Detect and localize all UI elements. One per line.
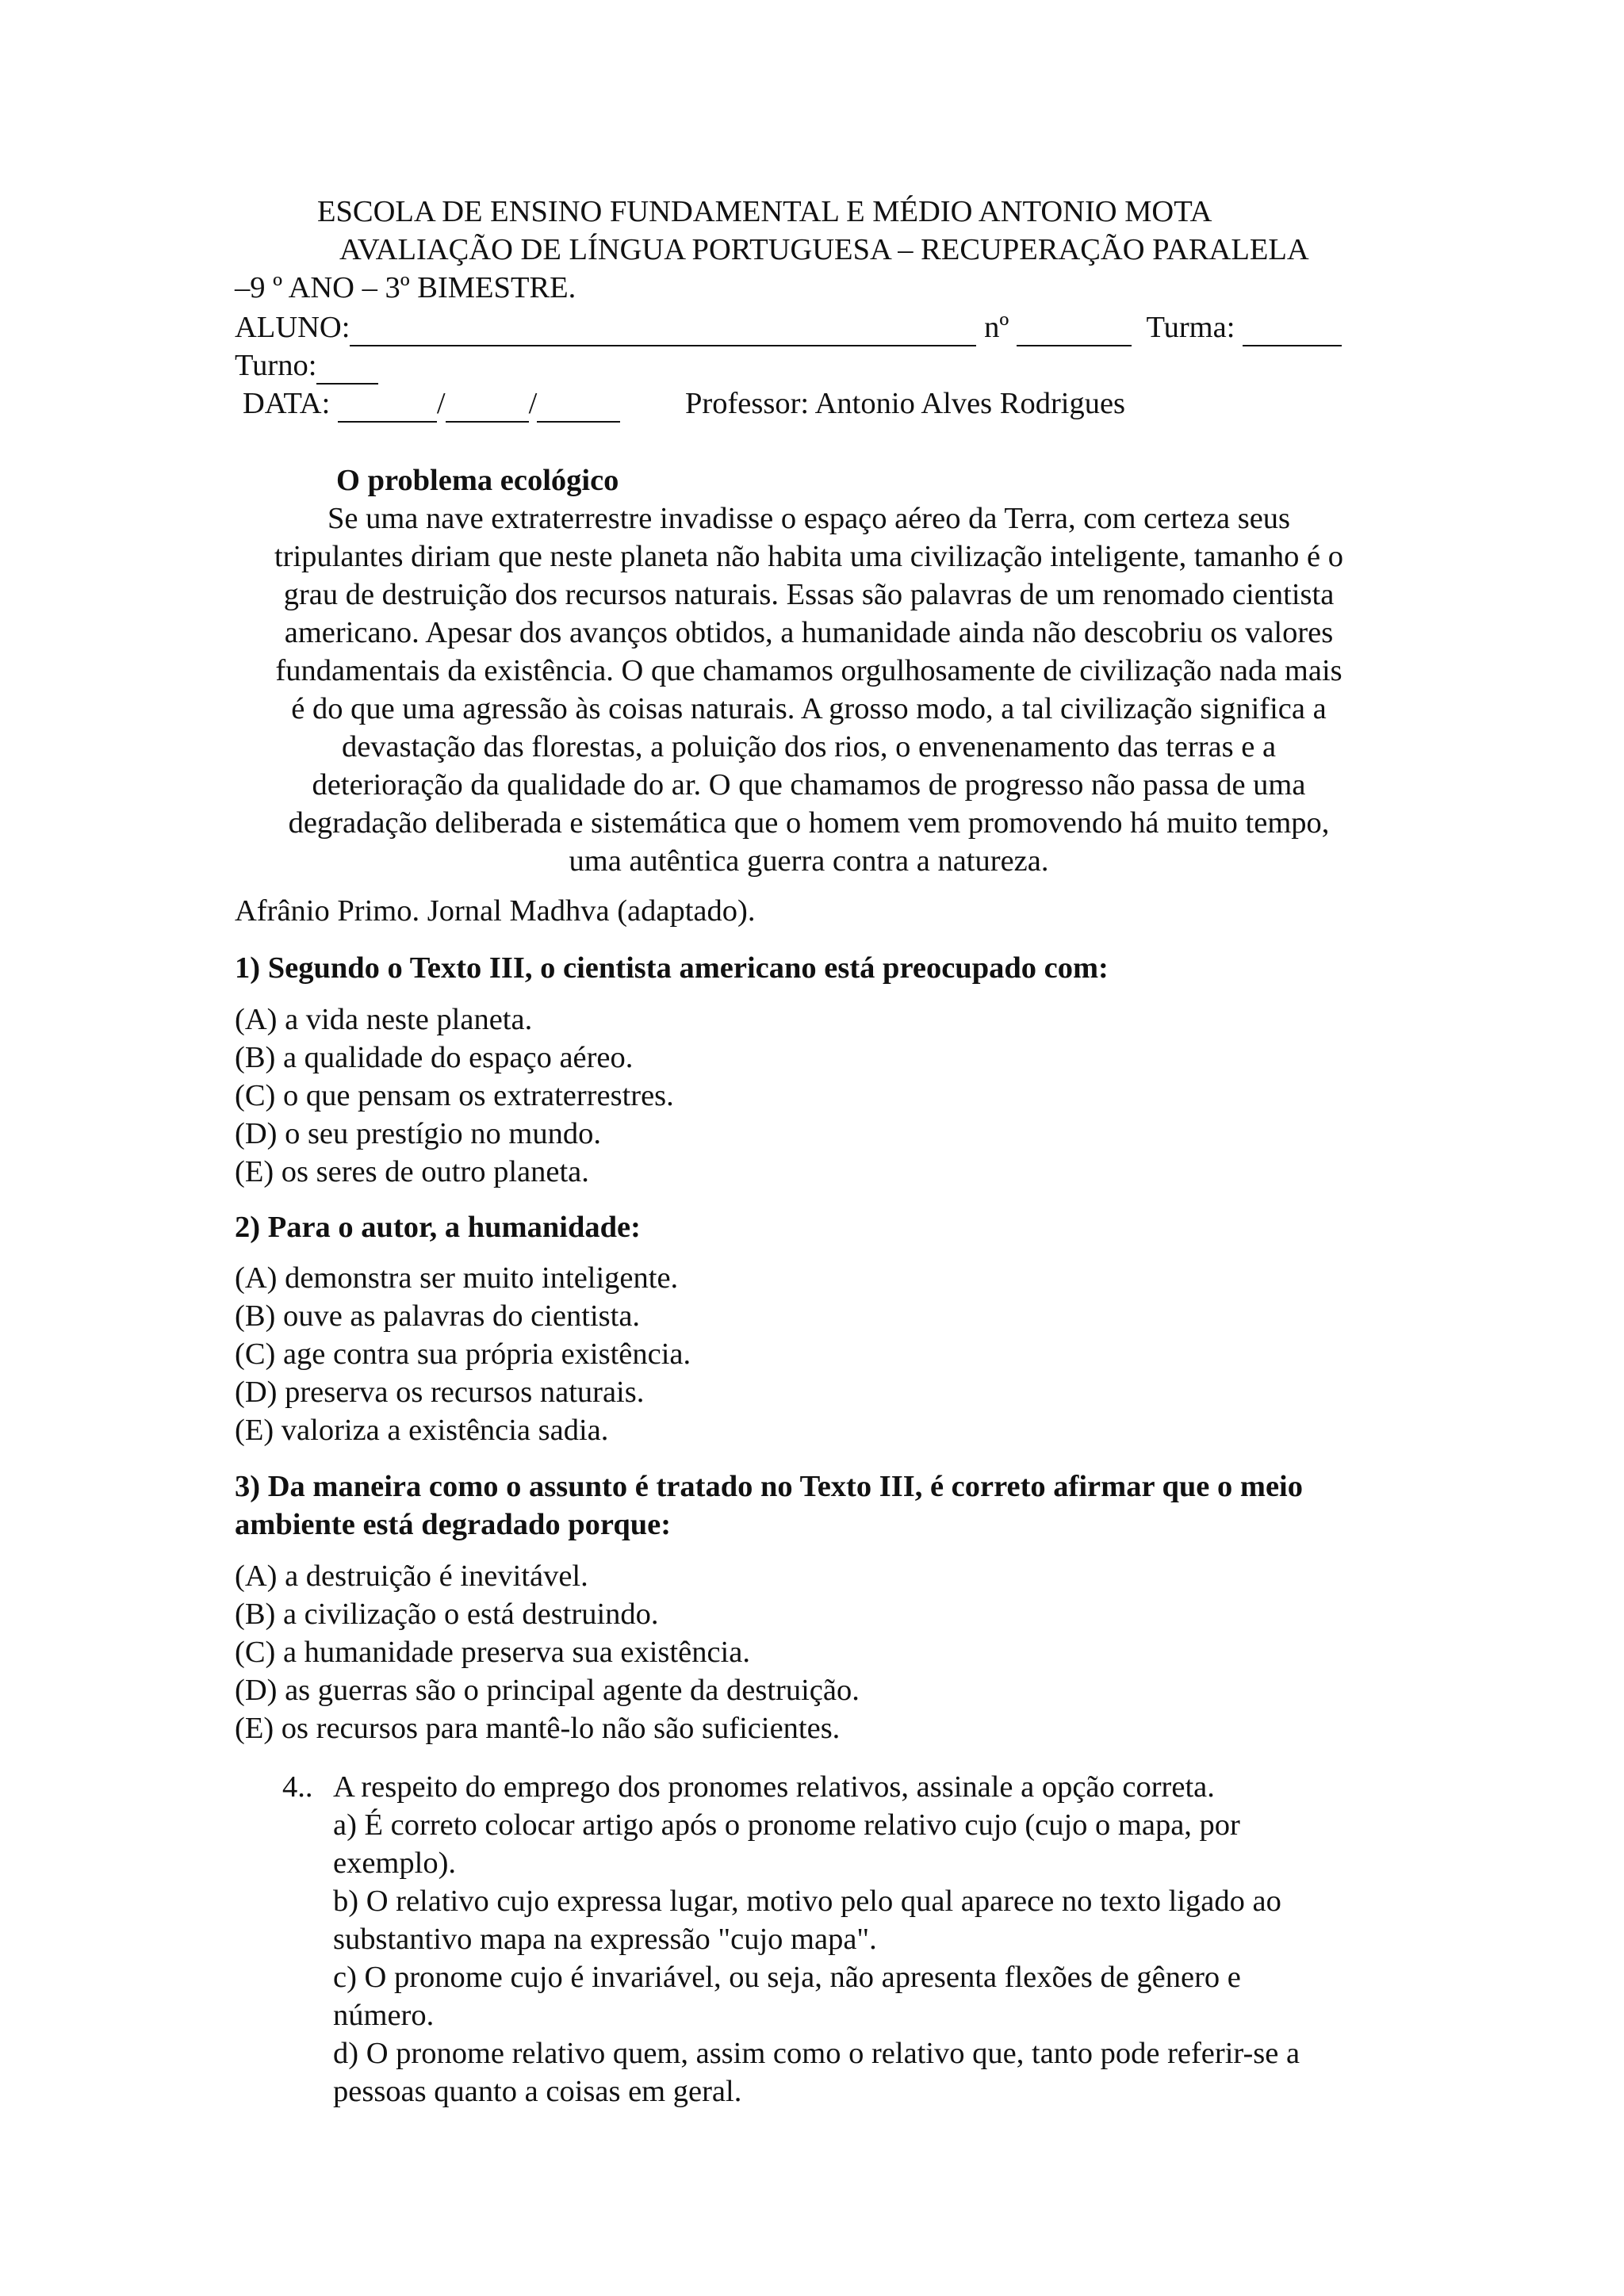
question-1-options	[235, 1001, 674, 1191]
exam-title-line1: AVALIAÇÃO DE LÍNGUA PORTUGUESA – RECUPERAÇÃO PARALELA	[339, 233, 1309, 266]
question-2-options	[235, 1259, 691, 1449]
text-line: Se uma nave extraterrestre invadisse o espaço aéreo da Terra, com certeza seus	[327, 502, 1291, 535]
date-label: DATA:	[243, 387, 331, 420]
text-line: fundamentais da existência. O que chamamos orgulhosamente de civilização nada mais	[275, 654, 1342, 687]
question-1-option-d[interactable]: (D) o seu prestígio no mundo.	[235, 1117, 601, 1150]
question-3-option-d[interactable]: (D) as guerras são o principal agente da destruição.	[235, 1674, 860, 1707]
date-separator: /	[528, 387, 538, 420]
question-4-option-b[interactable]: b) O relativo cujo expressa lugar, motivo pelo qual aparece no texto ligado ao	[333, 1885, 1281, 1918]
question-2-option-b[interactable]: (B) ouve as palavras do cientista.	[235, 1299, 641, 1333]
question-3-option-a[interactable]: (A) a destruição é inevitável.	[235, 1559, 588, 1593]
text-line: deterioração da qualidade do ar. O que chamamos de progresso não passa de uma	[312, 768, 1306, 802]
question-4-option-a[interactable]: a) É correto colocar artigo após o pronome relativo cujo (cujo o mapa, por	[333, 1808, 1240, 1842]
question-3-option-e[interactable]: (E) os recursos para mantê-lo não são suficientes.	[235, 1712, 841, 1745]
student-name-blank[interactable]	[350, 313, 976, 346]
text-line: devastação das florestas, a poluição dos rios, o envenenamento das terras e a	[341, 730, 1277, 763]
text-line: é do que uma agressão às coisas naturais. A grosso modo, a tal civilização significa a	[291, 692, 1327, 725]
question-4-option-d[interactable]: d) O pronome relativo quem, assim como o relativo que, tanto pode referir-se a	[333, 2037, 1300, 2070]
student-label: ALUNO:	[235, 311, 350, 344]
date-separator: /	[436, 387, 446, 420]
question-1-option-c[interactable]: (C) o que pensam os extraterrestres.	[235, 1079, 674, 1112]
question-3-prompt-line2: ambiente está degradado porque:	[235, 1508, 672, 1541]
question-1-prompt: 1) Segundo o Texto III, o cientista americano está preocupado com:	[235, 951, 1109, 985]
date-month-blank[interactable]	[446, 389, 529, 423]
question-4-option-a-cont[interactable]: exemplo).	[333, 1846, 457, 1880]
question-3-option-c[interactable]: (C) a humanidade preserva sua existência.	[235, 1636, 750, 1669]
school-name: ESCOLA DE ENSINO FUNDAMENTAL E MÉDIO ANTONIO MOTA	[317, 195, 1212, 228]
question-2-option-c[interactable]: (C) age contra sua própria existência.	[235, 1337, 691, 1371]
date-row	[243, 385, 620, 423]
question-4-option-c-cont[interactable]: número.	[333, 1999, 435, 2032]
question-2-option-d[interactable]: (D) preserva os recursos naturais.	[235, 1376, 645, 1409]
date-day-blank[interactable]	[338, 389, 437, 423]
question-2-option-e[interactable]: (E) valoriza a existência sadia.	[235, 1414, 609, 1447]
question-3-option-b[interactable]: (B) a civilização o está destruindo.	[235, 1598, 659, 1631]
date-year-blank[interactable]	[537, 389, 620, 423]
shift-label: Turno:	[235, 349, 317, 382]
text-line: degradação deliberada e sistemática que o homem vem promovendo há muito tempo,	[288, 806, 1330, 840]
number-label: nº	[984, 311, 1009, 344]
text-line: uma autêntica guerra contra a natureza.	[569, 844, 1049, 878]
question-1-option-b[interactable]: (B) a qualidade do espaço aéreo.	[235, 1041, 634, 1074]
number-blank[interactable]	[1017, 313, 1132, 346]
question-1-option-a[interactable]: (A) a vida neste planeta.	[235, 1003, 533, 1036]
shift-row	[235, 346, 378, 385]
student-row	[235, 308, 1342, 346]
class-label: Turma:	[1146, 311, 1235, 344]
question-4-option-d-cont[interactable]: pessoas quanto a coisas em geral.	[333, 2075, 742, 2108]
class-blank[interactable]	[1243, 313, 1342, 346]
text-source: Afrânio Primo. Jornal Madhva (adaptado).	[235, 894, 756, 928]
text-title: O problema ecológico	[336, 464, 619, 497]
shift-blank[interactable]	[316, 351, 378, 385]
question-2-prompt: 2) Para o autor, a humanidade:	[235, 1211, 641, 1244]
question-4-option-b-cont[interactable]: substantivo mapa na expressão "cujo mapa".	[333, 1923, 877, 1956]
exam-title-line2: –9 º ANO – 3º BIMESTRE.	[235, 271, 576, 304]
text-line: americano. Apesar dos avanços obtidos, a humanidade ainda não descobriu os valores	[284, 616, 1334, 649]
question-3-prompt-line1: 3) Da maneira como o assunto é tratado no Texto III, é correto afirmar que o meio	[235, 1470, 1303, 1503]
question-2-option-a[interactable]: (A) demonstra ser muito inteligente.	[235, 1261, 679, 1295]
question-1-option-e[interactable]: (E) os seres de outro planeta.	[235, 1155, 589, 1188]
text-line: tripulantes diriam que neste planeta não habita uma civilização inteligente, tamanho é o	[274, 540, 1344, 573]
question-4-number: 4..	[282, 1770, 313, 1804]
question-4-prompt: A respeito do emprego dos pronomes relativos, assinale a opção correta.	[333, 1770, 1215, 1804]
teacher-name: Professor: Antonio Alves Rodrigues	[685, 387, 1126, 420]
text-line: grau de destruição dos recursos naturais. Essas são palavras de um renomado cientista	[283, 578, 1335, 611]
question-4-option-c[interactable]: c) O pronome cujo é invariável, ou seja, não apresenta flexões de gênero e	[333, 1961, 1241, 1994]
question-3-options	[235, 1557, 860, 1747]
